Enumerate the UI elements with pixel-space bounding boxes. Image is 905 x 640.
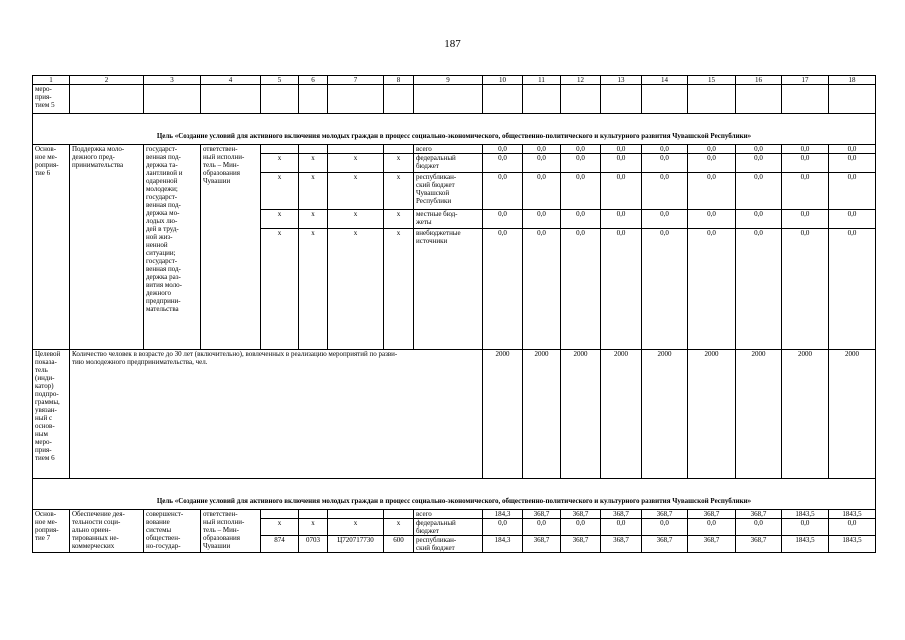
value-cell: 0,0 [483,145,523,154]
code-cell: x [384,229,414,350]
value-cell: 2000 [782,350,829,479]
value-cell: 368,7 [736,536,782,553]
column-number: 1 [33,76,70,85]
indicator6-row [33,350,876,479]
value-cell: 0,0 [829,210,876,229]
value-cell: 0,0 [523,154,561,173]
code-cell: x [299,519,328,536]
code-cell: Ц720717730 [328,536,384,553]
value-cell: 2000 [601,350,642,479]
table-cell [144,85,201,114]
value-cell: 0,0 [782,210,829,229]
column-number: 6 [299,76,328,85]
value-cell: 368,7 [561,510,601,519]
table-cell [561,85,601,114]
value-cell: 368,7 [561,536,601,553]
table-cell [201,85,261,114]
code-cell: x [261,229,299,350]
value-cell: 0,0 [782,229,829,350]
value-cell: 0,0 [736,154,782,173]
value-cell: 368,7 [736,510,782,519]
code-cell: 0703 [299,536,328,553]
goal-heading: Цель «Создание условий для активного включения молодых граждан в процесс социально-экономического, общественно-политического и культурного развития Чувашской Республики» [33,479,876,510]
value-cell: 0,0 [782,519,829,536]
value-cell: 2000 [561,350,601,479]
value-cell: 0,0 [601,519,642,536]
column-number: 5 [261,76,299,85]
code-cell: x [261,210,299,229]
column-number: 7 [328,76,384,85]
column-number: 8 [384,76,414,85]
value-cell: 0,0 [642,519,688,536]
value-cell: 184,3 [483,536,523,553]
value-cell: 0,0 [736,173,782,210]
value-cell: 2000 [829,350,876,479]
page-number: 187 [444,38,461,50]
carry-over-row [33,85,876,114]
column-number: 15 [688,76,736,85]
value-cell: 0,0 [829,145,876,154]
value-cell: 368,7 [688,510,736,519]
table-cell [688,85,736,114]
value-cell: 368,7 [523,536,561,553]
event-executor: ответствен- ный исполни- тель – Мин- образования Чувашии [201,510,261,553]
column-number: 11 [523,76,561,85]
value-cell: 0,0 [829,519,876,536]
value-cell: 0,0 [688,229,736,350]
value-cell: 0,0 [736,229,782,350]
column-number: 18 [829,76,876,85]
value-cell: 0,0 [523,229,561,350]
column-number: 12 [561,76,601,85]
goal-row [33,114,876,145]
code-cell: x [384,519,414,536]
value-cell: 0,0 [688,210,736,229]
code-cell: x [299,229,328,350]
code-cell: x [261,519,299,536]
value-cell: 1843,5 [782,510,829,519]
value-cell: 0,0 [523,173,561,210]
value-cell: 0,0 [601,229,642,350]
code-cell [261,510,299,519]
code-cell: x [328,229,384,350]
event6-row [33,145,876,154]
column-number: 10 [483,76,523,85]
value-cell: 0,0 [688,519,736,536]
funding-source: республикан- ский бюджет Чувашской Республики [414,173,483,210]
indicator-text: Количество человек в возрасте до 30 лет (включительно), вовлеченных в реализацию мероприятий по разви- тию молодежного предпринимательства, чел. [70,350,483,479]
value-cell: 0,0 [782,154,829,173]
indicator-label: Целевой показа- тель (инди- катор) подпро- граммы, увязан- ный с основ- ным меро- прия- тием 6 [33,350,70,479]
goal-heading: Цель «Создание условий для активного включения молодых граждан в процесс социально-экономического, общественно-политического и культурного развития Чувашской Республики» [33,114,876,145]
code-cell [328,145,384,154]
value-cell: 0,0 [642,229,688,350]
value-cell: 0,0 [561,210,601,229]
code-cell: x [261,173,299,210]
table-cell [736,85,782,114]
table-cell [782,85,829,114]
value-cell: 0,0 [829,154,876,173]
code-cell: x [384,154,414,173]
value-cell: 0,0 [601,173,642,210]
value-cell: 0,0 [523,145,561,154]
column-number: 2 [70,76,144,85]
budget-table [32,75,876,553]
value-cell: 0,0 [642,210,688,229]
code-cell: x [384,173,414,210]
funding-source: внебюджетные источники [414,229,483,350]
value-cell: 0,0 [601,145,642,154]
value-cell: 0,0 [561,173,601,210]
value-cell: 0,0 [483,154,523,173]
column-number: 17 [782,76,829,85]
value-cell: 2000 [736,350,782,479]
value-cell: 0,0 [561,229,601,350]
value-cell: 0,0 [483,229,523,350]
value-cell: 368,7 [523,510,561,519]
table-cell [384,85,414,114]
event-description: совершенст- вование системы обществен- но-государ- [144,510,201,553]
value-cell: 1843,5 [829,510,876,519]
table-cell [829,85,876,114]
code-cell: x [328,210,384,229]
value-cell: 0,0 [601,210,642,229]
code-cell [384,145,414,154]
code-cell: 874 [261,536,299,553]
value-cell: 0,0 [782,145,829,154]
value-cell: 0,0 [561,154,601,173]
code-cell [299,510,328,519]
code-cell: x [328,173,384,210]
code-cell [261,145,299,154]
value-cell: 1843,5 [782,536,829,553]
value-cell: 0,0 [829,173,876,210]
code-cell: x [328,519,384,536]
event-label: Основ- ное ме- роприя- тие 6 [33,145,70,350]
value-cell: 0,0 [642,145,688,154]
table-cell [328,85,384,114]
event-label: Основ- ное ме- роприя- тие 7 [33,510,70,553]
value-cell: 0,0 [642,173,688,210]
value-cell: 368,7 [688,536,736,553]
value-cell: 0,0 [782,173,829,210]
value-cell: 0,0 [688,154,736,173]
value-cell: 0,0 [483,210,523,229]
event-label: меро- прия- тием 5 [33,85,70,114]
value-cell: 368,7 [642,536,688,553]
code-cell: x [299,173,328,210]
value-cell: 1843,5 [829,536,876,553]
table-cell [299,85,328,114]
code-cell: x [328,154,384,173]
table-cell [261,85,299,114]
goal-row [33,479,876,510]
value-cell: 0,0 [829,229,876,350]
code-cell: 600 [384,536,414,553]
value-cell: 0,0 [561,519,601,536]
column-number: 14 [642,76,688,85]
funding-source: всего [414,510,483,519]
event-executor: ответствен- ный исполни- тель – Мин- образования Чувашии [201,145,261,350]
code-cell: x [261,154,299,173]
table-cell [70,85,144,114]
event-name: Поддержка моло- дежного пред- принимательства [70,145,144,350]
column-number: 3 [144,76,201,85]
value-cell: 184,3 [483,510,523,519]
funding-source: федеральный бюджет [414,519,483,536]
value-cell: 0,0 [523,519,561,536]
table-cell [523,85,561,114]
value-cell: 368,7 [601,536,642,553]
code-cell: x [299,154,328,173]
column-number: 9 [414,76,483,85]
column-number: 16 [736,76,782,85]
table-cell [483,85,523,114]
value-cell: 2000 [688,350,736,479]
funding-source: местные бюд- жеты [414,210,483,229]
value-cell: 2000 [642,350,688,479]
value-cell: 2000 [483,350,523,479]
code-cell [384,510,414,519]
value-cell: 0,0 [736,519,782,536]
value-cell: 0,0 [601,154,642,173]
code-cell: x [384,210,414,229]
value-cell: 0,0 [483,173,523,210]
event-description: государст- венная под- держка та- лантливой и одаренной молодежи; государст- венная под- держка мо- лодых лю- дей в труд- ной жиз- ненной ситуации; государст- венная под- держка раз- вития моло- дежного предприни- мательства [144,145,201,350]
value-cell: 0,0 [642,154,688,173]
column-numbers-row [33,76,876,85]
column-number: 13 [601,76,642,85]
code-cell: x [299,210,328,229]
value-cell: 368,7 [601,510,642,519]
value-cell: 0,0 [483,519,523,536]
column-number: 4 [201,76,261,85]
table-cell [601,85,642,114]
value-cell: 0,0 [736,145,782,154]
funding-source: республикан- ский бюджет [414,536,483,553]
value-cell: 0,0 [523,210,561,229]
table-cell [414,85,483,114]
value-cell: 0,0 [688,145,736,154]
value-cell: 0,0 [561,145,601,154]
value-cell: 368,7 [642,510,688,519]
table-cell [642,85,688,114]
code-cell [328,510,384,519]
value-cell: 2000 [523,350,561,479]
funding-source: всего [414,145,483,154]
event7-row [33,510,876,519]
code-cell [299,145,328,154]
value-cell: 0,0 [736,210,782,229]
event-name: Обеспечение дея- тельности соци- ально ориен- тированных не- коммерческих [70,510,144,553]
value-cell: 0,0 [688,173,736,210]
funding-source: федеральный бюджет [414,154,483,173]
